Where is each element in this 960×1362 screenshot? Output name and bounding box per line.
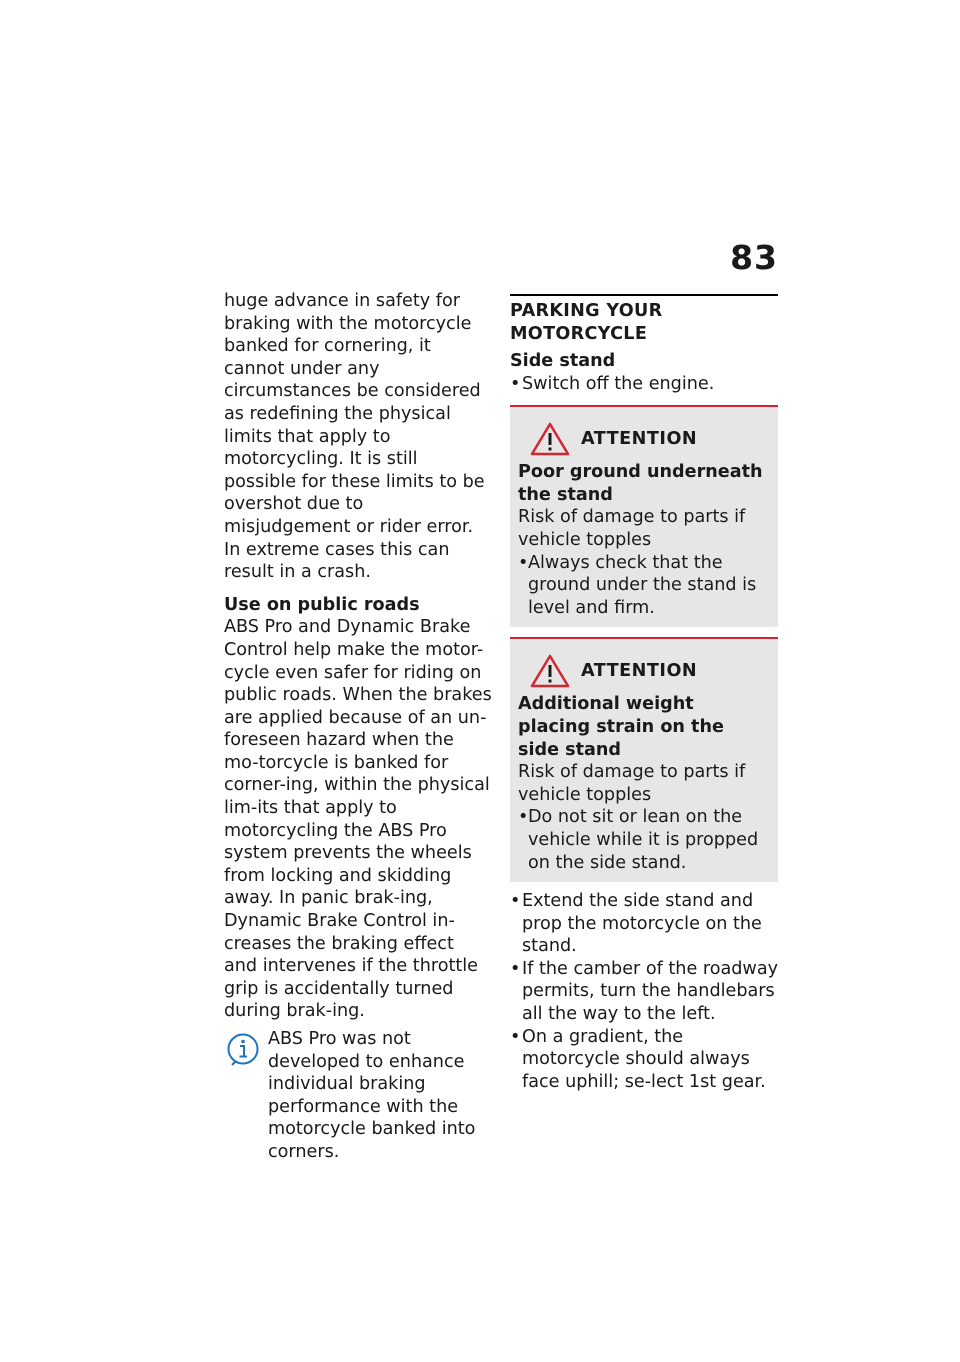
warning-label: ATTENTION (581, 661, 698, 682)
warning-box-1 (510, 405, 778, 627)
warning-action: • Do not sit or lean on the vehicle while it is propped on the side stand. (518, 806, 770, 874)
section-title: PARKING YOUR MOTORCYCLE (510, 294, 778, 346)
info-note-text: ABS Pro was not developed to enhance individual braking performance with the motorcycle banked into corners. (268, 1029, 476, 1162)
public-roads-heading: Use on public roads (224, 594, 420, 615)
warning-box-2 (510, 637, 778, 882)
warning-risk: Risk of damage to parts if vehicle topples (518, 507, 746, 550)
page-number: 83 (730, 238, 778, 277)
intro-paragraph: huge advance in safety for braking with the motorcycle banked for cornering, it cannot under any circumstances be considered as redefining the physical limits that apply to motorcycling. It is still possible for these limits to be overshot due to misjudgement or rider error. In extreme cases this can result in a crash. (224, 291, 485, 583)
warning-action: • Always check that the ground under the stand is level and firm. (518, 552, 770, 620)
warning-title: Additional weight placing strain on the side stand (518, 694, 724, 760)
warning-title: Poor ground underneath the stand (518, 462, 763, 505)
right-column (510, 290, 778, 1093)
step-extend-stand: • Extend the side stand and prop the motorcycle on the stand. (510, 890, 778, 958)
public-roads-body: ABS Pro and Dynamic Brake Control help make the motor-cycle even safer for riding on public roads. When the brakes are applied because of an un-foreseen hazard when the mo-torcycle is banked for corner-ing, within the physical lim-its that apply to motorcycling the ABS Pro system prevents the wheels from locking and skidding away. In panic brak-ing, Dynamic Brake Control in-creases the braking effect and intervenes if the throttle grip is accidentally turned during brak-ing. (224, 617, 492, 1022)
warning-triangle-icon (530, 422, 570, 456)
warning-risk: Risk of damage to parts if vehicle topples (518, 762, 746, 805)
step-gradient: • On a gradient, the motorcycle should always face uphill; se-lect 1st gear. (510, 1026, 778, 1094)
step-switch-off: • Switch off the engine. (510, 373, 778, 396)
warning-triangle-icon (530, 654, 570, 688)
info-icon (226, 1032, 260, 1066)
step-turn-handlebars: • If the camber of the roadway permits, turn the handlebars all the way to the left. (510, 958, 778, 1026)
info-note (224, 1028, 492, 1164)
left-column (224, 290, 492, 1164)
warning-label: ATTENTION (581, 428, 698, 449)
side-stand-heading: Side stand (510, 351, 616, 371)
